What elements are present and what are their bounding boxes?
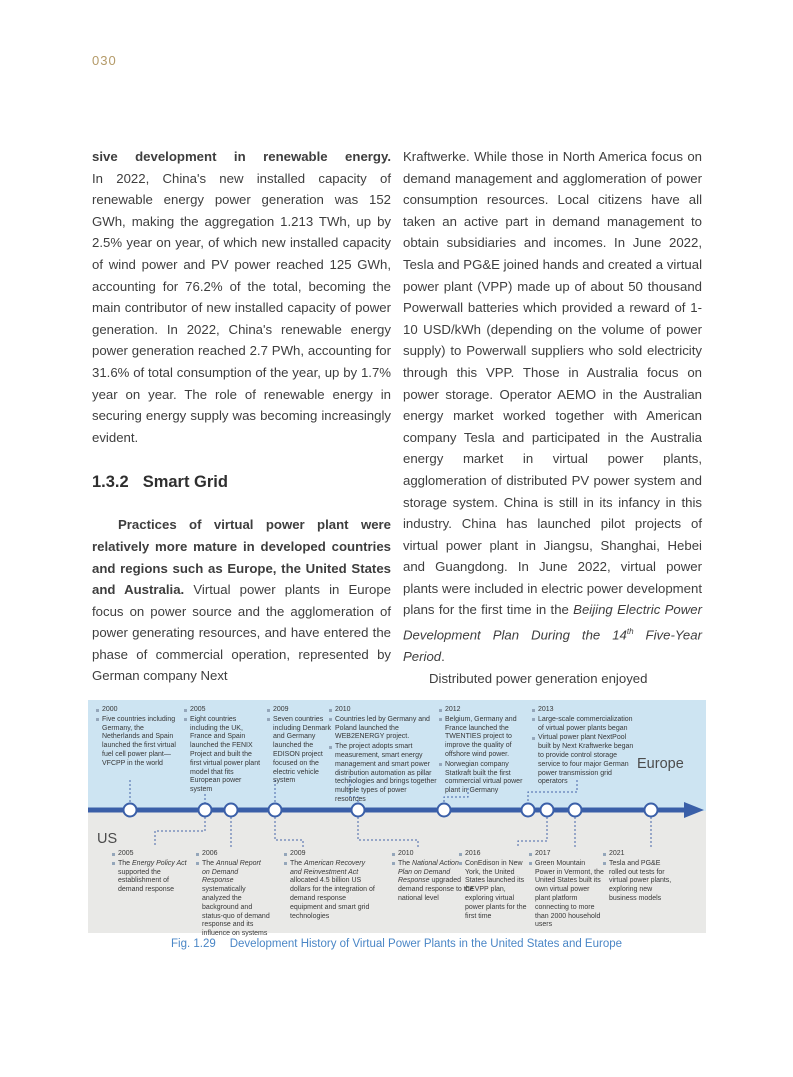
italic-title: Annual Report on Demand Response xyxy=(202,859,261,885)
bullet-square-icon xyxy=(267,718,270,721)
event-bullet-item xyxy=(184,716,264,795)
bullet-square-icon xyxy=(329,718,332,721)
event-bullet-item xyxy=(603,850,679,859)
event-bullet-item xyxy=(284,860,378,922)
bullet-square-icon xyxy=(184,709,187,712)
bullet-square-icon xyxy=(392,862,395,865)
event-text: Green Mountain Power in Vermont, the United States built its own virtual power plant platform connecting to more than 2000 household users xyxy=(535,859,604,929)
bullet-square-icon xyxy=(439,763,442,766)
caption-text: Development History of Virtual Power Plants in the United States and Europe xyxy=(229,938,623,950)
event-year: 2006 xyxy=(202,850,218,857)
bullet-square-icon xyxy=(196,862,199,865)
bullet-square-icon xyxy=(532,718,535,721)
event-text: Tesla and PG&E rolled out tests for virtual power plants, exploring new business models xyxy=(609,859,672,902)
timeline-event-europe-2005 xyxy=(184,706,264,796)
event-bullet-item xyxy=(439,716,531,760)
bullet-square-icon xyxy=(439,718,442,721)
bullet-square-icon xyxy=(439,709,442,712)
bullet-square-icon xyxy=(284,862,287,865)
event-bullet-item xyxy=(329,716,439,742)
event-text: The Energy Policy Act supported the establishment of demand response xyxy=(118,859,187,894)
italic-title: American Recovery and Reinvestment Act xyxy=(290,859,366,876)
paragraph-distributed-power: Distributed power generation enjoyed xyxy=(429,670,648,686)
section-number: 1.3.2 xyxy=(92,473,129,492)
event-bullet-item xyxy=(459,850,529,859)
timeline-event-us-2021 xyxy=(603,850,679,905)
event-text: The project adopts smart measurement, smart energy management and smart power distribution automation as pillar technologies and brings together multiple types of power resources xyxy=(335,743,437,803)
superscript-th: th xyxy=(626,627,634,637)
paragraph-body: Kraftwerke. While those in North America focus on demand management and agglomeration of power consumption resources. Local citizens have all taken an active part in demand management to obtain subsidiaries and incomes. In June 2022, Tesla and PG&E joined hands and created a virtual power plant (VPP) made up of about 50 thousand Powerwall batteries which provided a reward of 1-10 USD/kWh (depending on the volume of power supply) to Powerwall suppliers who sold electricity through this VPP. Those in Australia focus on power storage. Operator AEMO in the Australian energy market worked together with American company Tesla and participated in the Australia energy market in virtual power plants, agglomeration of distributed PV power system and storage system. China is still in its infancy in this industry. China has launched pilot projects of virtual power plant in Jiangsu, Shanghai, Hebei and Guangdong. In June 2022, virtual power plants were included in electric power development plans for the first time in the xyxy=(403,149,702,618)
bullet-square-icon xyxy=(532,709,535,712)
event-year: 2017 xyxy=(535,850,551,857)
bullet-square-icon xyxy=(267,709,270,712)
bullet-square-icon xyxy=(96,718,99,721)
paragraph-vpp-world xyxy=(403,146,702,668)
timeline-event-europe-2013 xyxy=(532,706,634,788)
italic-document-title: Five-Year Period xyxy=(403,627,702,665)
bullet-square-icon xyxy=(459,862,462,865)
bullet-square-icon xyxy=(529,853,532,856)
section-title: Smart Grid xyxy=(142,473,228,492)
event-bullet-item xyxy=(439,706,531,715)
italic-title: Energy Policy Act xyxy=(132,859,187,867)
timeline-event-europe-2000 xyxy=(96,706,179,770)
us-label: US xyxy=(97,831,118,847)
europe-label: Europe xyxy=(637,756,684,772)
event-bullet-item xyxy=(112,850,190,859)
event-text: Belgium, Germany and France launched the TWENTIES project to improve the quality of offshore wind power. xyxy=(445,715,517,758)
timeline-event-us-2005 xyxy=(112,850,190,896)
text-columns xyxy=(92,146,702,689)
bold-sentence: Practices of virtual power plant were relatively more mature in developed countries and regions such as Europe, the United States and Australia. xyxy=(92,517,391,598)
bullet-square-icon xyxy=(196,853,199,856)
event-bullet-item xyxy=(459,860,529,922)
event-year: 2016 xyxy=(465,850,481,857)
event-text: Five countries including Germany, the Netherlands and Spain launched the first virtual fuel cell power plant—VFCPP in the world xyxy=(102,715,176,767)
bullet-square-icon xyxy=(603,853,606,856)
bullet-square-icon xyxy=(96,709,99,712)
event-text: ConEdison in New York, the United States launched its CEVPP plan, exploring virtual power plants for the first time xyxy=(465,859,527,920)
event-text: Eight countries including the UK, France and Spain launched the FENIX Project and built the first virtual power plant model that fits European power system xyxy=(190,715,261,794)
event-year: 2010 xyxy=(398,850,414,857)
event-bullet-item xyxy=(329,706,439,715)
event-year: 2021 xyxy=(609,850,625,857)
event-text: The Annual Report on Demand Response systematically analyzed the background and status-quo of demand response and its influence on systems xyxy=(202,859,270,938)
bullet-square-icon xyxy=(329,746,332,749)
event-bullet-item xyxy=(329,743,439,805)
bullet-square-icon xyxy=(184,718,187,721)
event-bullet-item xyxy=(284,850,378,859)
event-bullet-item xyxy=(532,734,634,787)
bullet-square-icon xyxy=(603,862,606,865)
event-bullet-item xyxy=(529,850,605,859)
event-text: Large-scale commercialization of virtual power plants began xyxy=(538,715,633,732)
event-year: 2009 xyxy=(290,850,306,857)
event-bullet-item xyxy=(532,716,634,734)
event-bullet-item xyxy=(439,761,531,796)
bullet-square-icon xyxy=(112,862,115,865)
event-year: 2005 xyxy=(118,850,134,857)
timeline-event-us-2016 xyxy=(459,850,529,922)
page-number: 030 xyxy=(92,53,117,68)
timeline-event-us-2017 xyxy=(529,850,605,931)
event-year: 2012 xyxy=(445,706,461,713)
bullet-square-icon xyxy=(112,853,115,856)
event-bullet-item xyxy=(184,706,264,715)
figure-caption xyxy=(0,938,793,950)
paragraph-body: In 2022, China's new installed capacity of renewable energy power generation was 152 GWh, making the aggregation 1.213 TWh, up by 2.5% year on year, of which new installed capacity of wind power and PV power reached 125 GWh, accounting for 76.2% of the total, becoming the main contributor of new installed capacity of power generation. In 2022, China's renewable energy power generation reached 2.7 PWh, accounting for 31.6% of total consumption of the year, up by 1.7% year on year. The role of renewable energy in securing energy supply was becoming increasingly evident. xyxy=(92,170,391,445)
event-bullet-item xyxy=(96,716,179,769)
paragraph-vpp-practices xyxy=(92,514,391,687)
paragraph-body: Virtual power plants in Europe focus on power source and the agglomeration of power generating resources, and have entered the phase of commercial operation, represented by German company Next xyxy=(92,582,392,684)
event-text: The American Recovery and Reinvestment Act allocated 4.5 billion US dollars for the integration of demand response equipment and smart grid technologies xyxy=(290,859,375,920)
section-heading xyxy=(92,473,391,492)
event-year: 2005 xyxy=(190,706,206,713)
event-text: Seven countries including Denmark and Germany launched the EDISON project focused on the electric vehicle system xyxy=(273,715,331,785)
bullet-square-icon xyxy=(392,853,395,856)
bullet-square-icon xyxy=(532,737,535,740)
event-year: 2013 xyxy=(538,706,554,713)
event-bullet-item xyxy=(96,706,179,715)
event-text: The National Action Plan on Demand Response upgraded demand response to the national level xyxy=(398,859,474,902)
event-bullet-item xyxy=(603,860,679,904)
paragraph-renewable-energy xyxy=(92,146,391,448)
italic-title: National Action Plan on Demand Response xyxy=(398,859,459,885)
left-column xyxy=(92,146,391,689)
event-year: 2000 xyxy=(102,706,118,713)
italic-document-title: Beijing Electric Power Development Plan During the 14 xyxy=(403,602,702,643)
timeline-event-us-2006 xyxy=(196,850,270,940)
timeline-event-europe-2012 xyxy=(439,706,531,797)
timeline-event-us-2009 xyxy=(284,850,378,922)
event-text: Virtual power plant NextPool built by Next Kraftwerke began to provide control storage service to four major German power transmission grid operators xyxy=(538,734,634,786)
event-bullet-item xyxy=(529,860,605,930)
bullet-square-icon xyxy=(284,853,287,856)
event-bullet-item xyxy=(196,860,270,939)
timeline-figure xyxy=(88,700,706,938)
right-column xyxy=(403,146,702,689)
bullet-square-icon xyxy=(329,709,332,712)
event-year: 2009 xyxy=(273,706,289,713)
event-bullet-item xyxy=(532,706,634,715)
event-text: Countries led by Germany and Poland launched the WEB2ENERGY project. xyxy=(335,715,430,741)
caption-number: Fig. 1.29 xyxy=(170,938,216,950)
bullet-square-icon xyxy=(529,862,532,865)
timeline-event-europe-2010 xyxy=(329,706,439,806)
bold-lead-sentence: sive development in renewable energy. xyxy=(92,149,391,164)
bullet-square-icon xyxy=(459,853,462,856)
event-text: Norwegian company Statkraft built the first commercial virtual power plant in Germany xyxy=(445,760,523,795)
event-bullet-item xyxy=(196,850,270,859)
event-bullet-item xyxy=(112,860,190,895)
event-year: 2010 xyxy=(335,706,351,713)
sentence-period: . xyxy=(441,649,445,665)
